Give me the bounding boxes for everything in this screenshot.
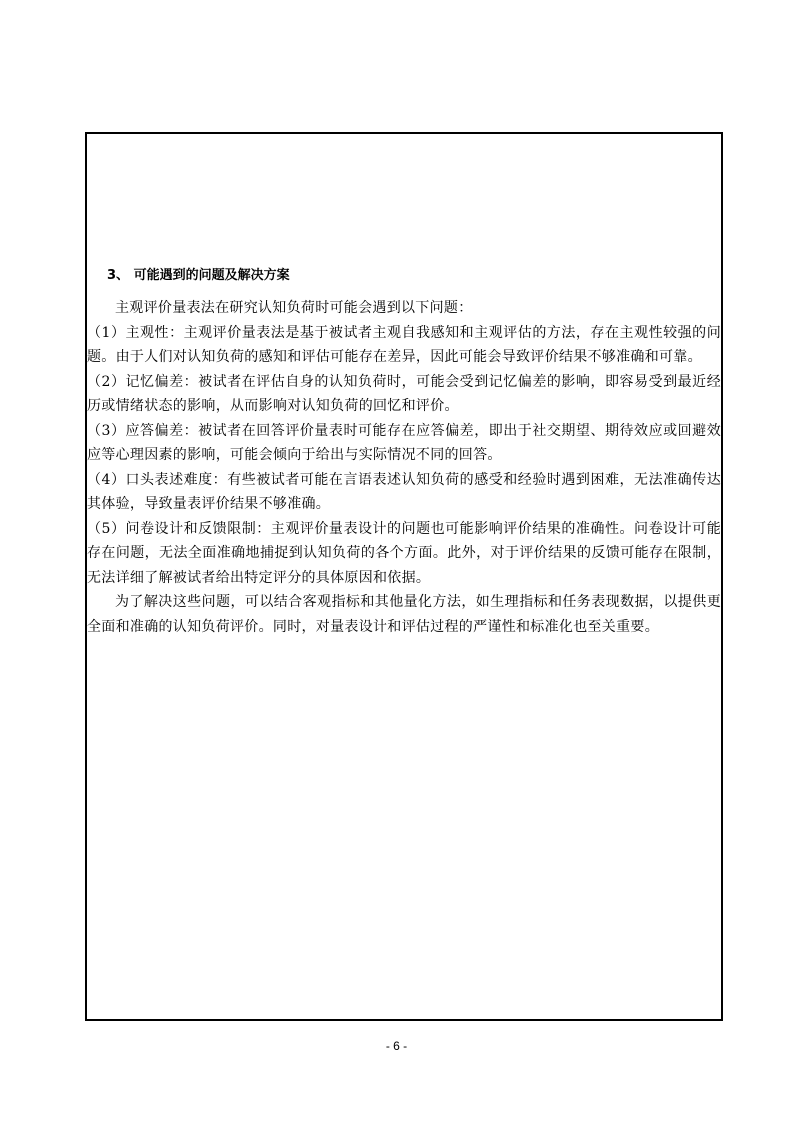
section-heading: 3、 可能遇到的问题及解决方案 xyxy=(107,268,290,283)
problem-verbal-expression-paragraph: （4）口头表述难度：有些被试者可能在言语表述认知负荷的感受和经验时遇到困难，无法准确传达其体验，导致量表评价结果不够准确。 xyxy=(87,471,721,512)
intro-paragraph: 主观评价量表法在研究认知负荷时可能会遇到以下问题： xyxy=(115,300,473,316)
content-frame xyxy=(85,132,723,1021)
problem-subjectivity-paragraph: （1）主观性：主观评价量表法是基于被试者主观自我感知和主观评估的方法，存在主观性较强的问题。由于人们对认知负荷的感知和评估可能存在差异，因此可能会导致评价结果不够准确和可靠。 xyxy=(87,324,721,365)
solution-paragraph: 为了解决这些问题，可以结合客观指标和其他量化方法，如生理指标和任务表现数据，以提供更全面和准确的认知负荷评价。同时，对量表设计和评估过程的严谨性和标准化也至关重要。 xyxy=(87,594,721,635)
section-body xyxy=(87,264,721,639)
problem-response-bias-paragraph: （3）应答偏差：被试者在回答评价量表时可能存在应答偏差，即出于社交期望、期待效应或回避效应等心理因素的影响，可能会倾向于给出与实际情况不同的回答。 xyxy=(87,422,721,463)
problem-memory-bias-paragraph: （2）记忆偏差：被试者在评估自身的认知负荷时，可能会受到记忆偏差的影响，即容易受到最近经历或情绪状态的影响，从而影响对认知负荷的回忆和评价。 xyxy=(87,373,721,414)
page-number: - 6 - xyxy=(385,1039,408,1053)
problem-questionnaire-design-paragraph: （5）问卷设计和反馈限制：主观评价量表设计的问题也可能影响评价结果的准确性。问卷设计可能存在问题，无法全面准确地捕捉到认知负荷的各个方面。此外，对于评价结果的反馈可能存在限制，无法详细了解被试者给出特定评分的具体原因和依据。 xyxy=(87,520,721,586)
